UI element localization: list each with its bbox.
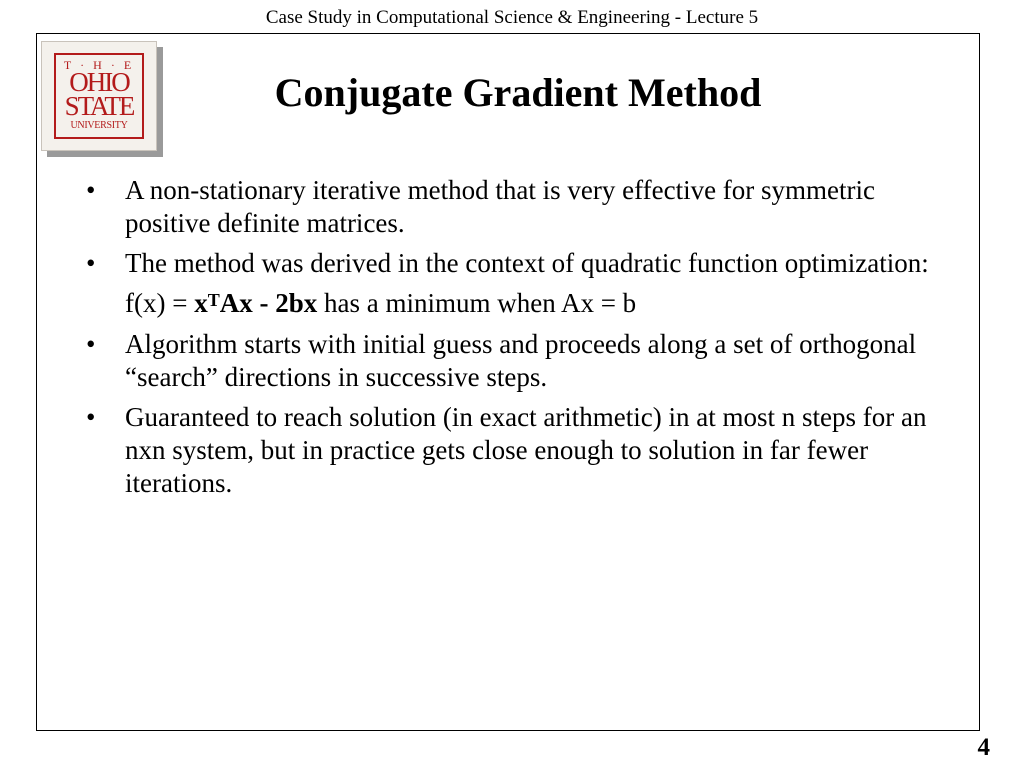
page-number: 4 xyxy=(977,734,990,761)
bullet-text: The method was derived in the context of quadratic function optimization: xyxy=(125,248,929,278)
bullet-marker: • xyxy=(86,402,96,432)
bullet-marker: • xyxy=(86,248,96,278)
equation-transpose-superscript: T xyxy=(207,290,220,310)
logo-border xyxy=(54,53,144,139)
logo-university-text: UNIVERSITY xyxy=(70,120,128,131)
equation-prefix: f(x) = xyxy=(125,288,195,318)
logo-the-text: T·H·E xyxy=(63,58,141,72)
ohio-state-logo xyxy=(41,41,157,151)
equation-x: x xyxy=(194,288,208,318)
bullet-item xyxy=(86,174,946,240)
equation-bold-term: Ax - 2bx xyxy=(219,288,318,318)
logo-ohio-text: OHIO xyxy=(69,67,129,97)
bullet-text: A non-stationary iterative method that is very effective for symmetric positive definite matrices. xyxy=(125,175,876,238)
bullet-text: Algorithm starts with initial guess and proceeds along a set of orthogonal “search” directions in successive steps. xyxy=(125,329,917,392)
bullet-text: Guaranteed to reach solution (in exact arithmetic) in at most n steps for an nxn system, but in practice gets close enough to solution in far fewer iterations. xyxy=(125,402,927,498)
bullet-marker: • xyxy=(86,329,96,359)
bullet-item xyxy=(86,247,946,280)
logo-state-text: STATE xyxy=(64,91,134,121)
bullet-item xyxy=(86,401,946,500)
slide-title: Conjugate Gradient Method xyxy=(274,70,762,115)
bullet-item xyxy=(86,328,946,394)
bullet-marker: • xyxy=(86,175,96,205)
equation-suffix: has a minimum when Ax = b xyxy=(317,288,637,318)
lecture-header: Case Study in Computational Science & Engineering - Lecture 5 xyxy=(265,7,759,28)
quadratic-equation xyxy=(86,287,946,320)
slide-content xyxy=(86,174,946,507)
